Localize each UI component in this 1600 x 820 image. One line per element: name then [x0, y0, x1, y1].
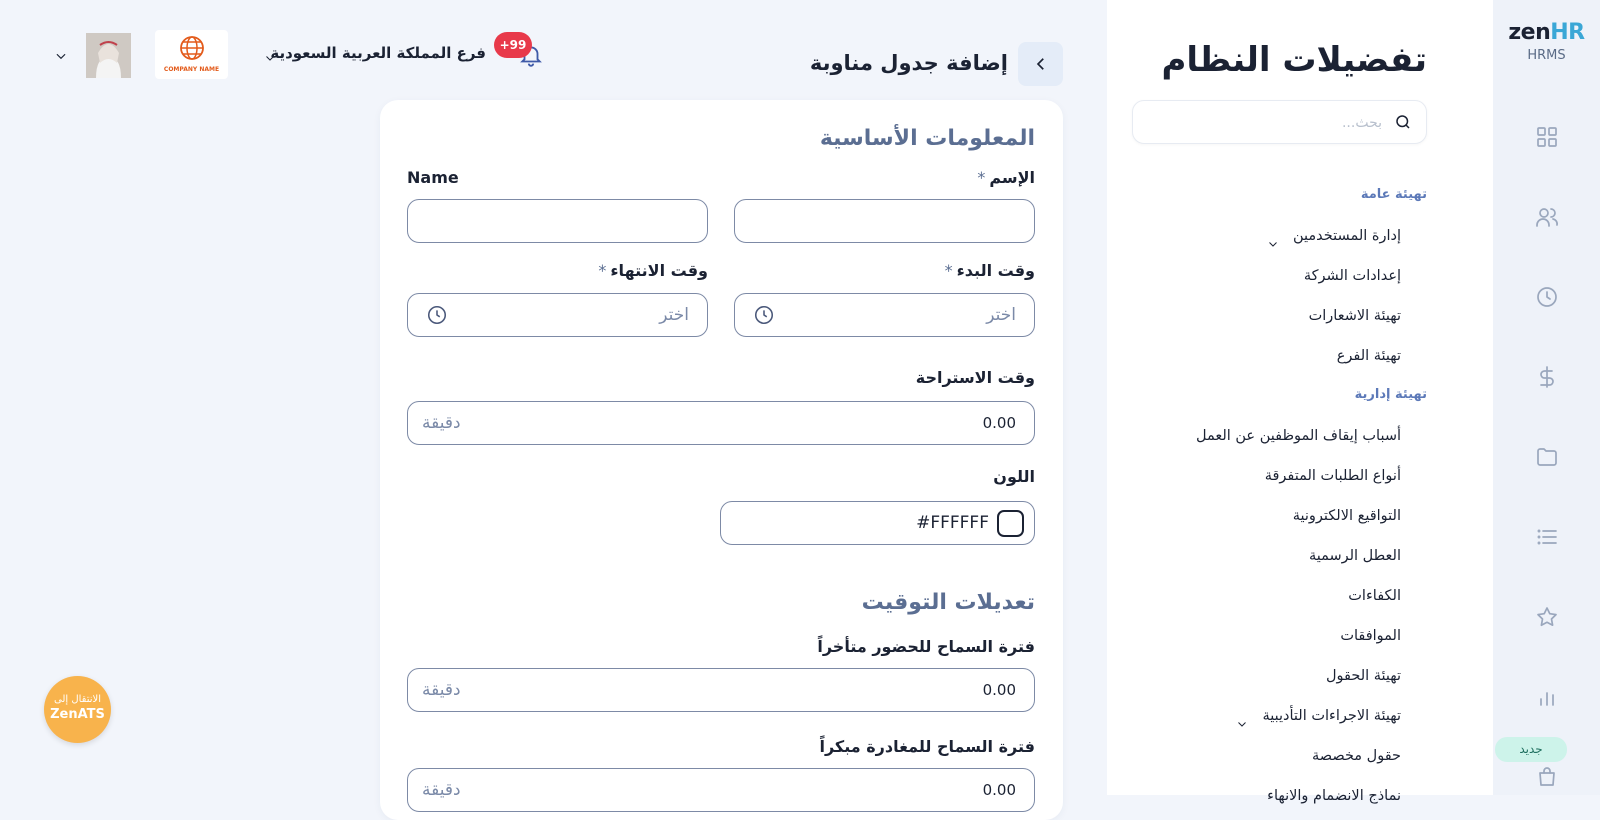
break-time-field[interactable]: [407, 401, 1035, 445]
section-label: تهيئة إدارية: [1354, 387, 1427, 402]
zenats-button[interactable]: [44, 676, 111, 743]
sidebar-item-label: الكفاءات: [1348, 588, 1401, 604]
sidebar-item[interactable]: [1127, 580, 1427, 620]
color-swatch[interactable]: [997, 510, 1024, 537]
back-button[interactable]: [1018, 42, 1063, 86]
chart-icon[interactable]: [1535, 685, 1559, 709]
sidebar-item[interactable]: [1127, 260, 1427, 300]
brand-sub: HRMS: [1527, 48, 1566, 63]
sidebar-item[interactable]: [1127, 220, 1427, 260]
settings-title: تفضيلات النظام: [1161, 40, 1427, 80]
brand-hr: HR: [1550, 20, 1585, 45]
end-time-label: وقت الانتهاء*: [598, 261, 708, 280]
name-en-label: Name: [407, 168, 459, 187]
sidebar-item-label: أنواع الطلبات المتفرقة: [1264, 468, 1401, 484]
color-field[interactable]: [720, 501, 1035, 545]
sidebar-item-label: تهيئة الاشعارات: [1308, 308, 1401, 324]
settings-search[interactable]: [1132, 100, 1427, 144]
clock-icon: [753, 304, 775, 326]
late-grace-value: 0.00: [982, 681, 1016, 699]
sidebar-item-label: تهيئة الحقول: [1325, 668, 1401, 684]
list-icon[interactable]: [1535, 525, 1559, 549]
bag-icon[interactable]: [1535, 765, 1559, 789]
sidebar-item[interactable]: [1127, 780, 1427, 820]
company-logo: [155, 30, 228, 79]
sidebar-item[interactable]: [1127, 700, 1427, 740]
sidebar-item[interactable]: [1127, 420, 1427, 460]
folder-icon[interactable]: [1535, 445, 1559, 469]
sidebar-item-label: نماذج الانضمام والانهاء: [1267, 788, 1401, 804]
sidebar-item-label: حقول مخصصة: [1312, 748, 1401, 764]
sidebar-item-label: الموافقات: [1340, 628, 1401, 644]
minutes-unit: دقيقة: [422, 780, 461, 800]
sidebar-item[interactable]: [1127, 340, 1427, 380]
sidebar-item[interactable]: [1127, 540, 1427, 580]
name-en-field[interactable]: [407, 199, 708, 243]
nav-section-title: [1127, 380, 1427, 420]
chevron-down-icon: [264, 50, 276, 62]
star-icon[interactable]: [1535, 605, 1559, 629]
end-time-placeholder: اختر: [659, 305, 689, 325]
zenhr-logo[interactable]: [1493, 20, 1600, 63]
start-time-placeholder: اختر: [986, 305, 1016, 325]
brand-zen: zen: [1508, 20, 1551, 45]
break-time-label: وقت الاستراحة: [915, 368, 1035, 387]
grid-icon[interactable]: [1535, 125, 1559, 149]
basic-info-title: المعلومات الأساسية: [819, 126, 1035, 151]
shift-form-card: [380, 100, 1063, 820]
sidebar-item-label: تهيئة الفرع: [1336, 348, 1401, 364]
start-time-label: وقت البدء*: [944, 261, 1035, 280]
sidebar-item-label: أسباب إيقاف الموظفين عن العمل: [1195, 428, 1401, 444]
sidebar-item[interactable]: [1127, 740, 1427, 780]
branch-selector[interactable]: [264, 44, 486, 68]
section-label: تهيئة عامة: [1360, 187, 1427, 202]
early-leave-label: فترة السماح للمغادرة مبكراً: [819, 737, 1035, 756]
icon-rail: [1493, 0, 1600, 795]
chevron-down-icon: [1267, 230, 1279, 242]
name-ar-field[interactable]: [734, 199, 1035, 243]
chevron-down-icon: [1236, 710, 1248, 722]
sidebar-item[interactable]: [1127, 620, 1427, 660]
clock-icon: [426, 304, 448, 326]
users-icon[interactable]: [1535, 205, 1559, 229]
start-time-field[interactable]: [734, 293, 1035, 337]
early-leave-field[interactable]: [407, 768, 1035, 812]
color-value: #FFFFFF: [916, 513, 989, 533]
minutes-unit: دقيقة: [422, 680, 461, 700]
notification-count: +99: [494, 32, 532, 58]
dollar-icon[interactable]: [1535, 365, 1559, 389]
break-time-value: 0.00: [982, 414, 1016, 432]
sidebar-item-label: تهيئة الاجراءات التأديبية: [1262, 708, 1401, 724]
minutes-unit: دقيقة: [422, 413, 461, 433]
late-grace-field[interactable]: [407, 668, 1035, 712]
clock-icon[interactable]: [1535, 285, 1559, 309]
color-label: اللون: [993, 467, 1035, 486]
sidebar-item[interactable]: [1127, 500, 1427, 540]
page-title: إضافة جدول مناوبة: [809, 51, 1008, 75]
timing-title: تعديلات التوقيت: [861, 590, 1035, 615]
nav-section-title: [1127, 180, 1427, 220]
sidebar-item-label: إدارة المستخدمين: [1292, 228, 1401, 244]
zenats-line1: الانتقال إلى: [54, 694, 101, 705]
sidebar-item-label: العطل الرسمية: [1308, 548, 1401, 564]
search-icon: [1394, 113, 1412, 131]
settings-nav: [1127, 180, 1427, 820]
sidebar-item[interactable]: [1127, 460, 1427, 500]
late-grace-label: فترة السماح للحضور متأخراً: [817, 637, 1035, 656]
sidebar-item[interactable]: [1127, 660, 1427, 700]
globe-icon: [177, 34, 207, 62]
company-name: COMPANY NAME: [163, 66, 220, 73]
chevron-left-icon: [1032, 55, 1050, 73]
sidebar-item[interactable]: [1127, 300, 1427, 340]
chevron-down-icon[interactable]: [54, 48, 68, 62]
settings-sidebar: [1107, 0, 1493, 804]
end-time-field[interactable]: [407, 293, 708, 337]
branch-label: فرع المملكة العربية السعودية: [270, 44, 486, 62]
search-input[interactable]: [1152, 109, 1382, 137]
sidebar-item-label: التواقيع الالكترونية: [1292, 508, 1401, 524]
avatar[interactable]: [86, 33, 131, 78]
early-leave-value: 0.00: [982, 781, 1016, 799]
name-ar-label: الإسم*: [977, 168, 1035, 187]
new-badge: جديد: [1495, 737, 1567, 762]
zenats-line2: ZenATS: [50, 707, 105, 722]
sidebar-item-label: إعدادات الشركة: [1303, 268, 1401, 284]
